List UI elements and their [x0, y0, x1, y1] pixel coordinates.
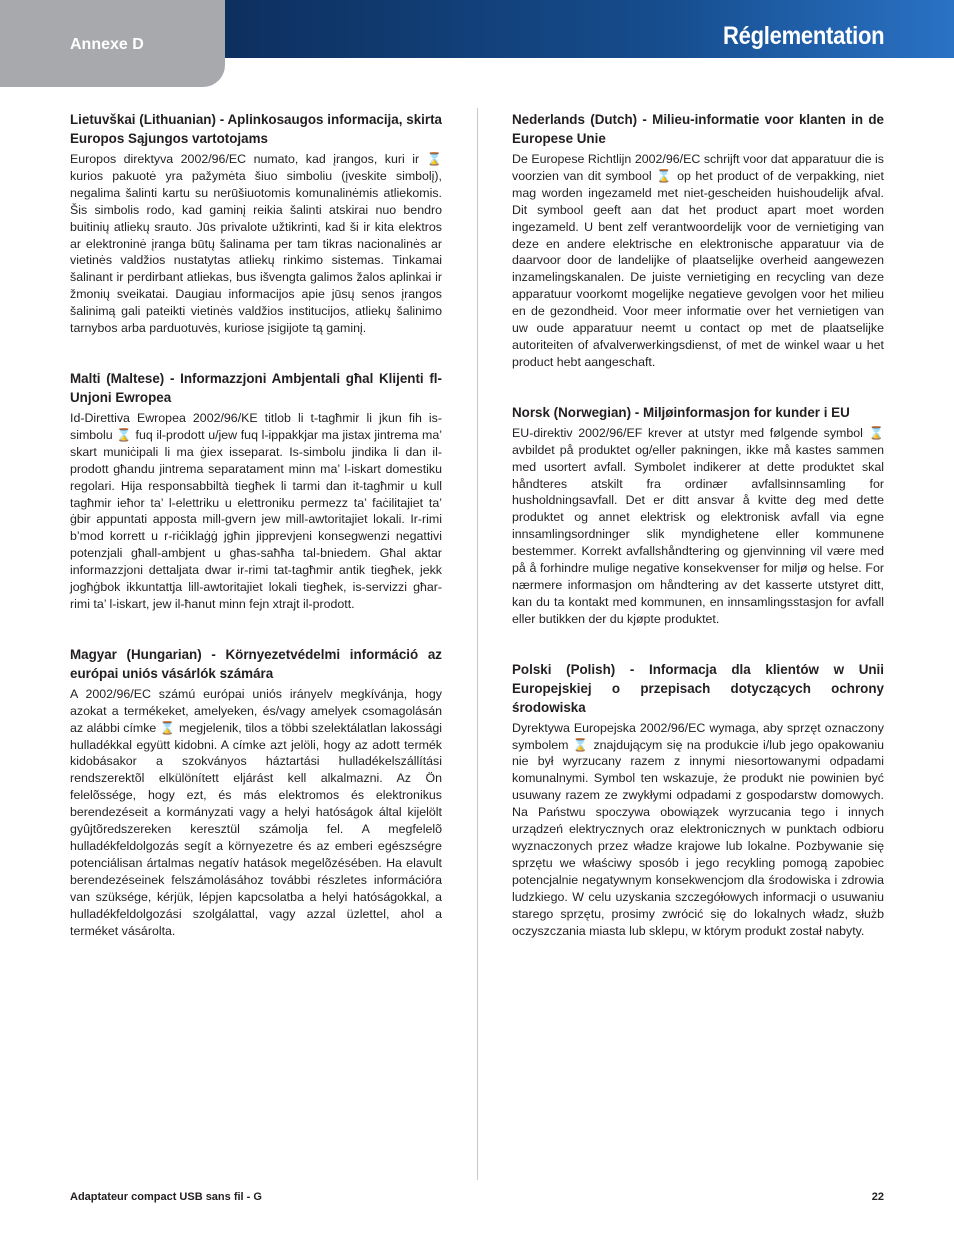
- section-body: EU-direktiv 2002/96/EF krever at utstyr med følgende symbol ⌛ avbildet på produktet og/eller pakningen, ikke må kastes sammen med usortert avfall. Symbolet indikerer at dette produktet skal håndteres atskilt fra ordinær avfallsinnsamling for husholdningsavfall. Det er ditt ansvar å kvitte deg med dette produktet og annet elektrisk og elektronisk avfall via egne innsamlingsordninger slik myndighetene eller kommunene bestemmer. Korrekt avfallshåndtering og gjenvinning vil være med på å forhindre mulige negative konsekvenser for miljø og helse. For nærmere informasjon om håndtering av det kasserte utstyret ditt, kan du ta kontakt med kommunen, en innsamlingsstasjon for avfall eller butikken der du kjøpte produktet.: [512, 425, 884, 626]
- section-body: A 2002/96/EC számú európai uniós irányelv megkívánja, hogy azokat a termékeket, amelyeken, és/vagy amelyek csomagolásán az alábbi címke ⌛ megjelenik, tilos a többi szelektálatlan lakossági hulladékkal együtt kidobni. A címke azt jelöli, hogy az adott termék kidobásakor a szokványos háztartási hulladékelszállítási rendszerektõl elkülönített eljárást kell alkalmazni. Az Ön felelõssége, hogy ezt, és más elektromos és elektronikus berendezéseit a kormányzati vagy a helyi hatóságok által kijelölt gyûjtõredszereken keresztül számolja fel. A megfelelõ hulladékfeldolgozás segít a környezetre és az emberi egészségre potenciálisan ártalmas negatív hatások megelõzésében. Ha elavult berendezéseinek felszámolásához további részletes információra van szüksége, kérjük, lépjen kapcsolatba a helyi hatóságokkal, a hulladékfeldolgozási szolgálattal, vagy azzal üzlettel, ahol a terméket vásárolta.: [70, 686, 442, 938]
- section-dutch: [512, 110, 884, 371]
- section-polish: [512, 660, 884, 940]
- column-divider: [477, 108, 478, 1180]
- left-column: [70, 110, 442, 971]
- section-heading: Magyar (Hungarian) - Környezetvédelmi információ az európai uniós vásárlók számára: [70, 646, 442, 681]
- right-column: [512, 110, 884, 971]
- section-maltese: [70, 369, 442, 613]
- section-lithuanian: [70, 110, 442, 337]
- section-tab: [0, 0, 225, 87]
- page-title: Réglementation: [722, 22, 884, 50]
- section-heading: Lietuvškai (Lithuanian) - Aplinkosaugos informacija, skirta Europos Sąjungos vartotojams: [70, 112, 442, 146]
- section-norwegian: [512, 403, 884, 628]
- footer-page-number: 22: [871, 1191, 884, 1203]
- section-body: Dyrektywa Europejska 2002/96/EC wymaga, aby sprzęt oznaczony symbolem ⌛ znajdującym się na produkcie i/lub jego opakowaniu nie był wyrzucany razem z innymi niesortowanymi odpadami komunalnymi. Symbol ten wskazuje, że produkt nie powinien być usuwany razem ze zwykłymi odpadami z gospodarstw domowych. Na Państwu spoczywa obowiązek wyrzucania tego i innych urządzeń elektrycznych oraz elektronicznych w punktach odbioru wyznaczonych przez władze krajowe lub lokalne. Pozbywanie się sprzętu we właściwy sposób i jego recykling pomogą zapobiec potencjalnie negatywnym konsekwencjom dla środowiska i zdrowia ludzkiego. W celu uzyskania szczegółowych informacji o usuwaniu starego sprzętu, prosimy zwrócić się do lokalnych władz, służb oczyszczania miasta lub sklepu, w którym produkt został nabyty.: [512, 720, 884, 938]
- section-heading: Norsk (Norwegian) - Miljøinformasjon for kunder i EU: [512, 404, 850, 420]
- section-heading: Polski (Polish) - Informacja dla klientów w Unii Europejskiej o przepisach dotyczących ochrony środowiska: [512, 661, 884, 715]
- section-label: Annexe D: [70, 36, 144, 53]
- section-heading: Malti (Maltese) - Informazzjoni Ambjentali għal Klijenti fl-Unjoni Ewropea: [70, 370, 442, 405]
- section-body: De Europese Richtlijn 2002/96/EC schrijft voor dat apparatuur die is voorzien van dit symbool ⌛ op het product of de verpakking, niet mag worden ingezameld met niet-gescheiden huishoudelijk afval. Dit symbool geeft aan dat het product apart moet worden ingezameld. U bent zelf verantwoordelijk voor de vernietiging van deze en andere elektrische en elektronische apparatuur via de daarvoor door de landelijke of plaatselijke overheid aangewezen inzamelingskanalen. De juiste vernietiging en recycling van deze apparatuur voorkomt mogelijke negatieve gevolgen voor het milieu en de gezondheid. Voor meer informatie over het vernietigen van uw oude apparatuur neemt u contact op met de plaatselijke autoriteiten of afvalverwerkingsdienst, of met de winkel waar u het product hebt aangeschaft.: [512, 152, 884, 369]
- section-body: Id-Direttiva Ewropea 2002/96/KE titlob li t-tagħmir li jkun fih is-simbolu ⌛ fuq il-prodott u/jew fuq l-ippakkjar ma jistax jintrema ma’ skart muniċipali li ma ġiex isseparat. Is-simbolu jindika li dan il-prodott għandu jintrema separatament minn ma’ l-iskart domestiku regolari. Hija responsabbiltà tiegħek li tarmi dan it-tagħmir u kull tagħmir ieħor ta’ l-elettriku u elettroniku permezz ta’ faċilitajiet ta’ ġbir appuntati apposta mill-gvern jew mill-awtoritajiet lokali. Ir-rimi b’mod korrett u r-riċiklaġġ jgħin jipprevjeni konsegwenzi negattivi potenzjali għall-ambjent u għas-saħħa tal-bniedem. Għal aktar informazzjoni dettaljata dwar ir-rimi tat-tagħmir antik tiegħek, jekk jogħġbok ikkuntattja lill-awtoritajiet lokali tiegħek, is-servizzi għar-rimi ta’ l-iskart, jew il-ħanut minn fejn xtrajt il-prodott.: [70, 410, 442, 611]
- header-bar: [225, 0, 954, 58]
- section-body: Europos direktyva 2002/96/EC numato, kad įrangos, kuri ir ⌛ kurios pakuotė yra pažymėta šiuo simboliu (įveskite simbolį), negalima šalinti kartu su nerūšiuotomis komunalinėmis atliekomis. Šis simbolis rodo, kad gaminį reikia šalinti atskirai nuo bendro buitinių atliekų srauto. Jūs privalote užtikrinti, kad ši ir kita elektros ar elektroninė įranga būtų šalinama per tam tikras nacionalinės ar vietinės valdžios nustatytas atliekų rinkimo sistemas. Tinkamai šalinant ir perdirbant atliekas, bus išvengta galimos žalos aplinkai ir žmonių sveikatai. Daugiau informacijos apie jūsų senos įrangos šalinimą gali pateikti vietinės valdžios institucijos, atliekų šalinimo tarnybos arba parduotuvės, kuriose įsigijote tą gaminį.: [70, 152, 442, 336]
- section-hungarian: [70, 645, 442, 940]
- footer-product: Adaptateur compact USB sans fil - G: [70, 1191, 262, 1203]
- section-heading: Nederlands (Dutch) - Milieu-informatie voor klanten in de Europese Unie: [512, 112, 884, 146]
